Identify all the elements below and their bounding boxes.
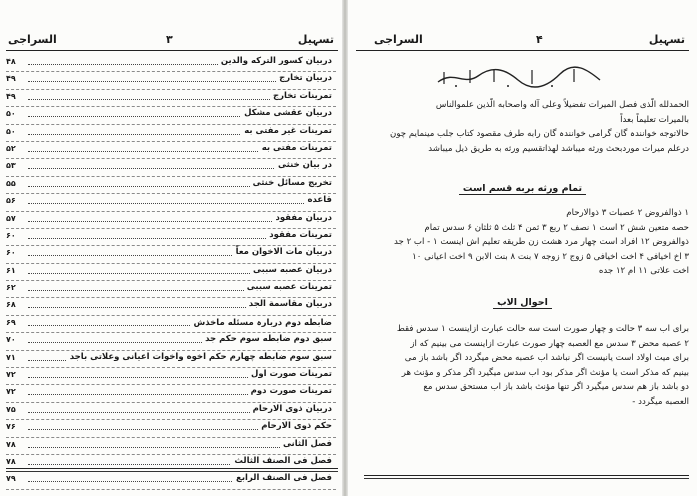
toc-page-number: ۵۰: [6, 109, 16, 119]
toc-title: تمرینات مفقود: [266, 230, 332, 240]
text-line: بینیم که مذکر است یا مؤنث اگر مذکر بود اب سدس میگیرد اگر مذکر و مؤنث هر: [401, 367, 689, 378]
toc-page-number: ۷۲: [6, 387, 16, 397]
right-page: [348, 0, 697, 496]
text-line: درعلم میرات موردبحث ورثه میباشد لهذاتقسیم ورثه به طریق ذیل میباشد: [428, 143, 689, 154]
toc-entry: [6, 281, 336, 298]
toc-page-number: ۷۰: [6, 335, 16, 345]
toc-page-number: ۴۹: [6, 91, 16, 101]
toc-title: فصل فی الصنف الرابع: [233, 473, 332, 483]
toc-title: دربیان مقاسمة الجد: [246, 299, 332, 309]
heirs-paragraph: [356, 206, 689, 279]
toc-page-number: ۷۵: [6, 404, 16, 414]
toc-title: تخریج مسائل خنثی: [250, 178, 332, 188]
heirs-heading: [356, 183, 689, 194]
text-line: دو باشد باز هم سدس میگیرد اگر تنها مؤنث باشد باز اب مستحق سدس مع: [423, 382, 689, 393]
toc-title: فصل فی الصنف الثالث: [231, 456, 332, 466]
toc-entry: [6, 264, 336, 281]
toc-entry: [6, 333, 336, 350]
toc-entry: [6, 316, 336, 333]
toc-title: تمرینات تخارج: [270, 91, 332, 101]
toc-entry: [6, 229, 336, 246]
toc-page-number: ۶۹: [6, 317, 16, 327]
right-running-head: السراجی: [374, 33, 423, 46]
toc-title: تمرینات غیر مفتی به: [241, 126, 332, 136]
text-line: اخت علاتی ۱۱ ام ۱۲ جده: [598, 266, 689, 277]
right-page-header: [356, 33, 689, 49]
left-footer-rule-2: [6, 471, 338, 472]
father-heading-text: احوال الاب: [493, 297, 552, 309]
right-header-rule: [356, 50, 689, 51]
text-line: ۱ ذوالفروض ۲ عصبات ۳ ذوالارحام: [566, 208, 689, 218]
toc-page-number: ۵۳: [6, 161, 16, 171]
toc-entry: [6, 351, 336, 368]
toc-page-number: ۷۸: [6, 456, 16, 466]
heirs-heading-text: تمام ورثه بربه قسم است: [459, 183, 586, 195]
toc-title: دربیان مفقود: [272, 213, 332, 223]
father-paragraph: [356, 322, 689, 410]
toc-entry: [6, 246, 336, 263]
toc-page-number: ۶۸: [6, 300, 16, 310]
toc-page-number: ۵۵: [6, 178, 16, 188]
toc-page-number: ۵۶: [6, 196, 16, 206]
basmala-calligraphy: [434, 64, 604, 90]
toc-entry: [6, 194, 336, 211]
toc-entry: [6, 107, 336, 124]
toc-title: حکم ذوی الارحام: [258, 421, 332, 431]
right-footer-rule-2: [364, 478, 689, 479]
text-line: ذوالفروض ۱۲ افراد است چهار مرد هشت زن طریقه تعلیم اش اینست ۱ - اب ۲ جد: [394, 237, 689, 248]
toc-page-number: ۷۱: [6, 352, 16, 362]
father-heading: [356, 297, 689, 308]
toc-title: فصل الثانی: [280, 439, 332, 449]
basmala-calligraphy-art: [434, 64, 604, 90]
toc-entry: [6, 385, 336, 402]
toc-title: قاعده: [305, 195, 333, 205]
text-line: ۳ اخ اخیافی ۴ اخت اخیافی ۵ زوج ۲ زوجه ۷ بنت ۸ بنت الابن ۹ اخت اعیانی ۱۰: [412, 251, 689, 262]
toc-entry: [6, 177, 336, 194]
toc-page-number: ۴۹: [6, 74, 16, 84]
toc-title: دربیان ذوی الارحام: [250, 404, 332, 414]
toc-entry: [6, 368, 336, 385]
toc-leader-dots: [28, 203, 332, 204]
toc-title: ضابطه دوم دربارہ مسئله ماخذش: [191, 317, 332, 328]
right-page-title: تسہیل: [648, 33, 685, 46]
toc-title: دربیان تخارج: [276, 73, 332, 83]
toc-entry: [6, 159, 336, 176]
toc-entry: [6, 90, 336, 107]
toc-title: در بیان خنثی: [275, 160, 332, 170]
toc-page-number: ۶۲: [6, 283, 16, 293]
text-line: برای اب سه ۳ حالت و چهار صورت است سه حالت عبارت ازاینست ۱ سدس فقط: [396, 324, 689, 334]
toc-page-number: ۷۹: [6, 474, 16, 484]
text-line: حصه متعین شش ۲ است ۱ نصف ۲ ربع ۳ ثمن ۴ ثلث ۵ ثلثان ۶ سدس تمام: [424, 222, 689, 233]
left-header-rule: [6, 50, 338, 51]
right-page-number: ۴: [536, 33, 543, 46]
toc-entry: [6, 298, 336, 315]
toc-title: تمرینات صورت دوم: [248, 386, 332, 396]
toc-page-number: ۷۸: [6, 439, 16, 449]
text-line: حالاتوجه خوانندہ گان گرامی خوانندہ گان رابه طرف مقصود کتاب جلب مینمایم چون: [390, 129, 689, 140]
toc-entry: [6, 438, 336, 455]
toc-page-number: ۵۲: [6, 143, 16, 153]
toc-title: تمرینات عصبه سببی: [244, 282, 332, 292]
text-line: ۲ عصبه محض ۳ سدس مع العصبه چهار صورت عبارت ازاینست می بینیم که از: [410, 338, 689, 349]
text-line: العصبه میگردد -: [632, 396, 689, 407]
left-footer-rule: [6, 468, 338, 469]
toc-page-number: ۴۸: [6, 57, 16, 66]
toc-title: دربیان عقشی مشکل: [241, 108, 332, 118]
toc-entry: [6, 420, 336, 437]
toc-page-number: ۶۰: [6, 230, 16, 240]
toc-entry: [6, 472, 336, 489]
toc-title: دربیان عصبه سببی: [250, 265, 332, 275]
left-page: [0, 0, 347, 496]
toc-page-number: ۵۷: [6, 213, 16, 223]
toc-entry: [6, 455, 336, 472]
left-page-header: [6, 33, 338, 49]
left-running-head: السراجی: [8, 33, 57, 46]
text-line: الحمدلله الّذی فصل المیرات تفضیلاً وعلی آله واصحابه الّذین علموالناس: [435, 100, 689, 110]
toc-page-number: ۷۲: [6, 370, 16, 380]
toc-title: دربیان کسور الترکه والدین: [218, 56, 332, 66]
toc-entry: [6, 142, 336, 159]
toc-entry: [6, 125, 336, 142]
text-line: بالمیرات تعلیماً بعداً: [620, 114, 689, 125]
toc-title: سبق سوم ضابطه چهارم حکم اخوه واخوات اعیانی وعلاتی باجد: [67, 352, 332, 362]
toc-page-number: ۷۶: [6, 422, 16, 432]
toc-page-number: ۵۰: [6, 126, 16, 136]
toc-entry: [6, 403, 336, 420]
toc-entry: [6, 55, 336, 72]
toc-title: سبق دوم ضابطه سوم حکم جد: [202, 334, 332, 344]
toc-title: تمرینات مفتی به: [259, 143, 332, 153]
table-of-contents: [6, 55, 336, 490]
text-line: برای میت اولاد است یانیست اگر نباشد اب عصبه محض میگردد اگر باشد باز می: [404, 353, 689, 364]
intro-paragraph: [356, 98, 689, 156]
toc-title: دربیان مات الاخوان معاً: [233, 247, 332, 257]
toc-page-number: ۶۰: [6, 248, 16, 258]
toc-page-number: ۶۱: [6, 265, 16, 275]
toc-title: تمرینات صورت اول: [248, 369, 332, 379]
toc-entry: [6, 212, 336, 229]
left-page-title: تسہیل: [297, 33, 334, 46]
left-page-number: ۳: [166, 33, 173, 46]
right-footer-rule: [364, 475, 689, 476]
toc-entry: [6, 72, 336, 89]
